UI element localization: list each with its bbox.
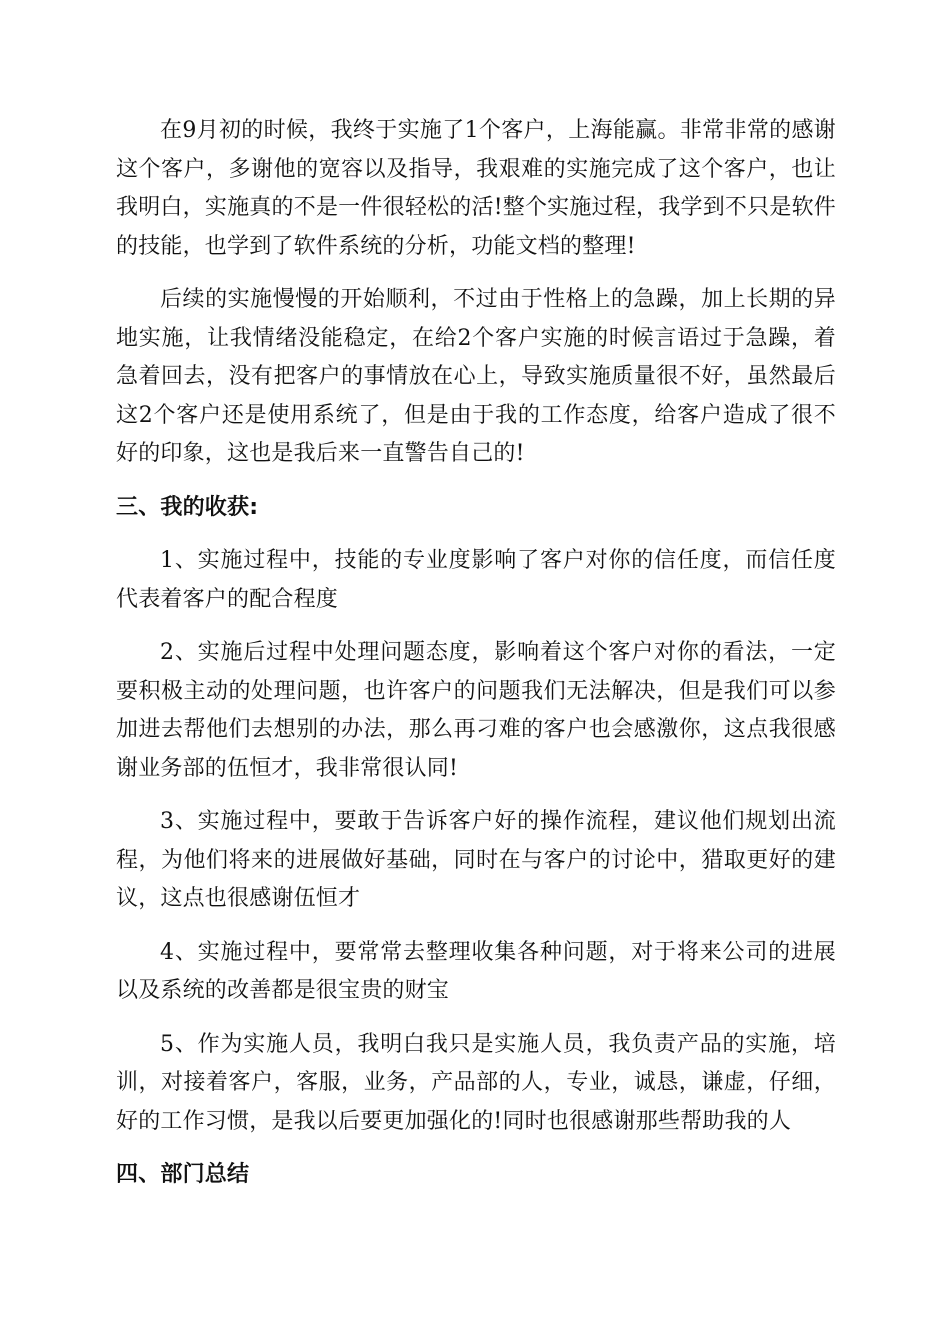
harvest-item-2: 2、实施后过程中处理问题态度，影响着这个客户对你的看法，一定要积极主动的处理问题，也许客户的问题我们无法解决，但是我们可以参加进去帮他们去想别的办法，那么再刁难的客户也会感激你，这点我很感谢业务部的伍恒才，我非常很认同! <box>116 640 836 781</box>
section-heading-department-summary: 四、部门总结 <box>116 1162 250 1187</box>
paragraph-intro-2: 后续的实施慢慢的开始顺利，不过由于性格上的急躁，加上长期的异地实施，让我情绪没能稳定，在给2个客户实施的时候言语过于急躁，着急着回去，没有把客户的事情放在心上，导致实施质量很不好，虽然最后这2个客户还是使用系统了，但是由于我的工作态度，给客户造成了很不好的印象，这也是我后来一直警告自己的! <box>116 287 836 466</box>
document-body <box>116 112 836 1210</box>
harvest-item-3: 3、实施过程中，要敢于告诉客户好的操作流程，建议他们规划出流程，为他们将来的进展做好基础，同时在与客户的讨论中，猎取更好的建议，这点也很感谢伍恒才 <box>116 809 836 911</box>
harvest-item-1: 1、实施过程中，技能的专业度影响了客户对你的信任度，而信任度代表着客户的配合程度 <box>116 548 836 612</box>
section-heading-harvest: 三、我的收获: <box>116 494 259 520</box>
harvest-item-5: 5、作为实施人员，我明白我只是实施人员，我负责产品的实施，培训，对接着客户，客服，业务，产品部的人，专业，诚恳，谦虚，仔细，好的工作习惯，是我以后要更加强化的!同时也很感谢那些帮助我的人 <box>116 1031 836 1134</box>
harvest-item-4: 4、实施过程中，要常常去整理收集各种问题，对于将来公司的进展以及系统的改善都是很宝贵的财宝 <box>116 939 836 1003</box>
paragraph-intro-1: 在9月初的时候，我终于实施了1个客户，上海能赢。非常非常的感谢这个客户，多谢他的宽容以及指导，我艰难的实施完成了这个客户，也让我明白，实施真的不是一件很轻松的活!整个实施过程，我学到不只是软件的技能，也学到了软件系统的分析，功能文档的整理! <box>116 118 836 259</box>
